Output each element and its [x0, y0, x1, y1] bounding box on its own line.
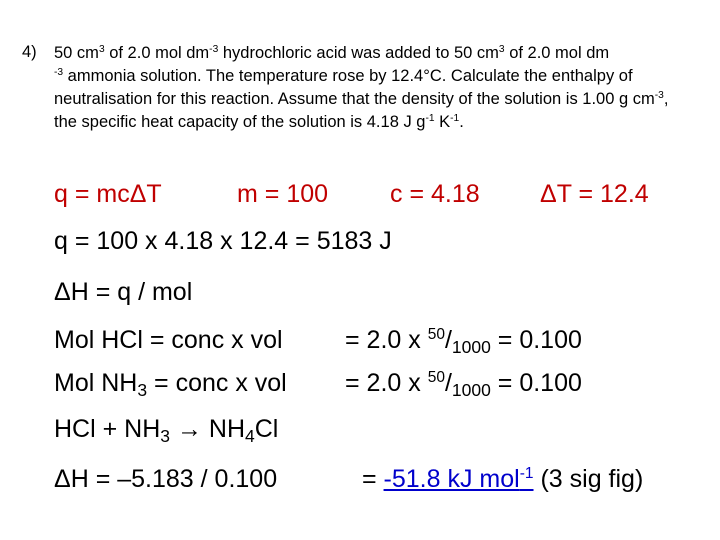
answer-sup: -1	[519, 465, 534, 483]
mol-result: = 0.100	[490, 326, 582, 354]
q-part: ammonia solution. The temperature rose by 12.4°C. Calculate the enthalpy of neutralisation for this reaction. Assume that the density of the solution is 1.00 g cm	[54, 67, 655, 108]
q-sup: 3	[98, 44, 105, 56]
q-part: .	[459, 113, 464, 131]
q-sup: 3	[498, 44, 505, 56]
frac-den: 1000	[451, 337, 491, 358]
value-dt: ΔT = 12.4	[540, 180, 649, 208]
frac-num: 50	[427, 369, 445, 387]
question-text	[54, 43, 684, 135]
dh-formula: ΔH = q / mol	[54, 278, 193, 306]
q-sup: -1	[425, 113, 435, 125]
frac-num: 50	[427, 326, 445, 344]
eq-b: Cl	[254, 415, 279, 443]
final-left: ΔH = –5.183 / 0.100	[54, 465, 278, 493]
eq-a: HCl + NH	[54, 415, 161, 443]
frac-den: 1000	[451, 380, 491, 401]
final-right	[362, 465, 643, 494]
formula-q: q = mcΔT	[54, 180, 162, 208]
mol-nh3-label	[54, 369, 287, 401]
eq-pre: = 2.0 x	[345, 369, 428, 397]
q-sup: -3	[654, 90, 664, 102]
q-sup: -3	[209, 44, 219, 56]
mol-hcl-label: Mol HCl = conc x vol	[54, 326, 283, 354]
value-c: c = 4.18	[390, 180, 480, 208]
q-part: K	[434, 113, 451, 131]
q-part: 50 cm	[54, 44, 99, 62]
eq-arrow: → NH	[170, 415, 245, 443]
answer-text: -51.8 kJ mol	[383, 465, 520, 493]
label-a: Mol NH	[54, 369, 138, 397]
final-eq: =	[362, 465, 384, 493]
eq-b-sub: 4	[245, 426, 255, 447]
frac-slash: /	[444, 326, 452, 354]
q-part: of 2.0 mol dm	[104, 44, 210, 62]
eq-a-sub: 3	[160, 426, 170, 447]
value-m: m = 100	[237, 180, 329, 208]
q-part: of 2.0 mol dm	[504, 44, 610, 62]
reaction-equation	[54, 415, 279, 447]
q-sup: -1	[450, 113, 460, 125]
label-b: = conc x vol	[147, 369, 287, 397]
eq-pre: = 2.0 x	[345, 326, 428, 354]
label-sub: 3	[137, 380, 148, 401]
frac-slash: /	[444, 369, 452, 397]
question-number: 4)	[22, 43, 37, 61]
mol-nh3-calc	[345, 369, 582, 401]
final-note: (3 sig fig)	[533, 465, 644, 493]
calc-q: q = 100 x 4.18 x 12.4 = 5183 J	[54, 227, 392, 255]
q-part: , the specific heat capacity of the solution is 4.18 J g	[54, 90, 669, 131]
q-part: hydrochloric acid was added to 50 cm	[218, 44, 499, 62]
final-answer	[384, 465, 534, 493]
mol-result: = 0.100	[490, 369, 582, 397]
q-sup: -3	[54, 67, 64, 79]
mol-hcl-calc	[345, 326, 582, 358]
